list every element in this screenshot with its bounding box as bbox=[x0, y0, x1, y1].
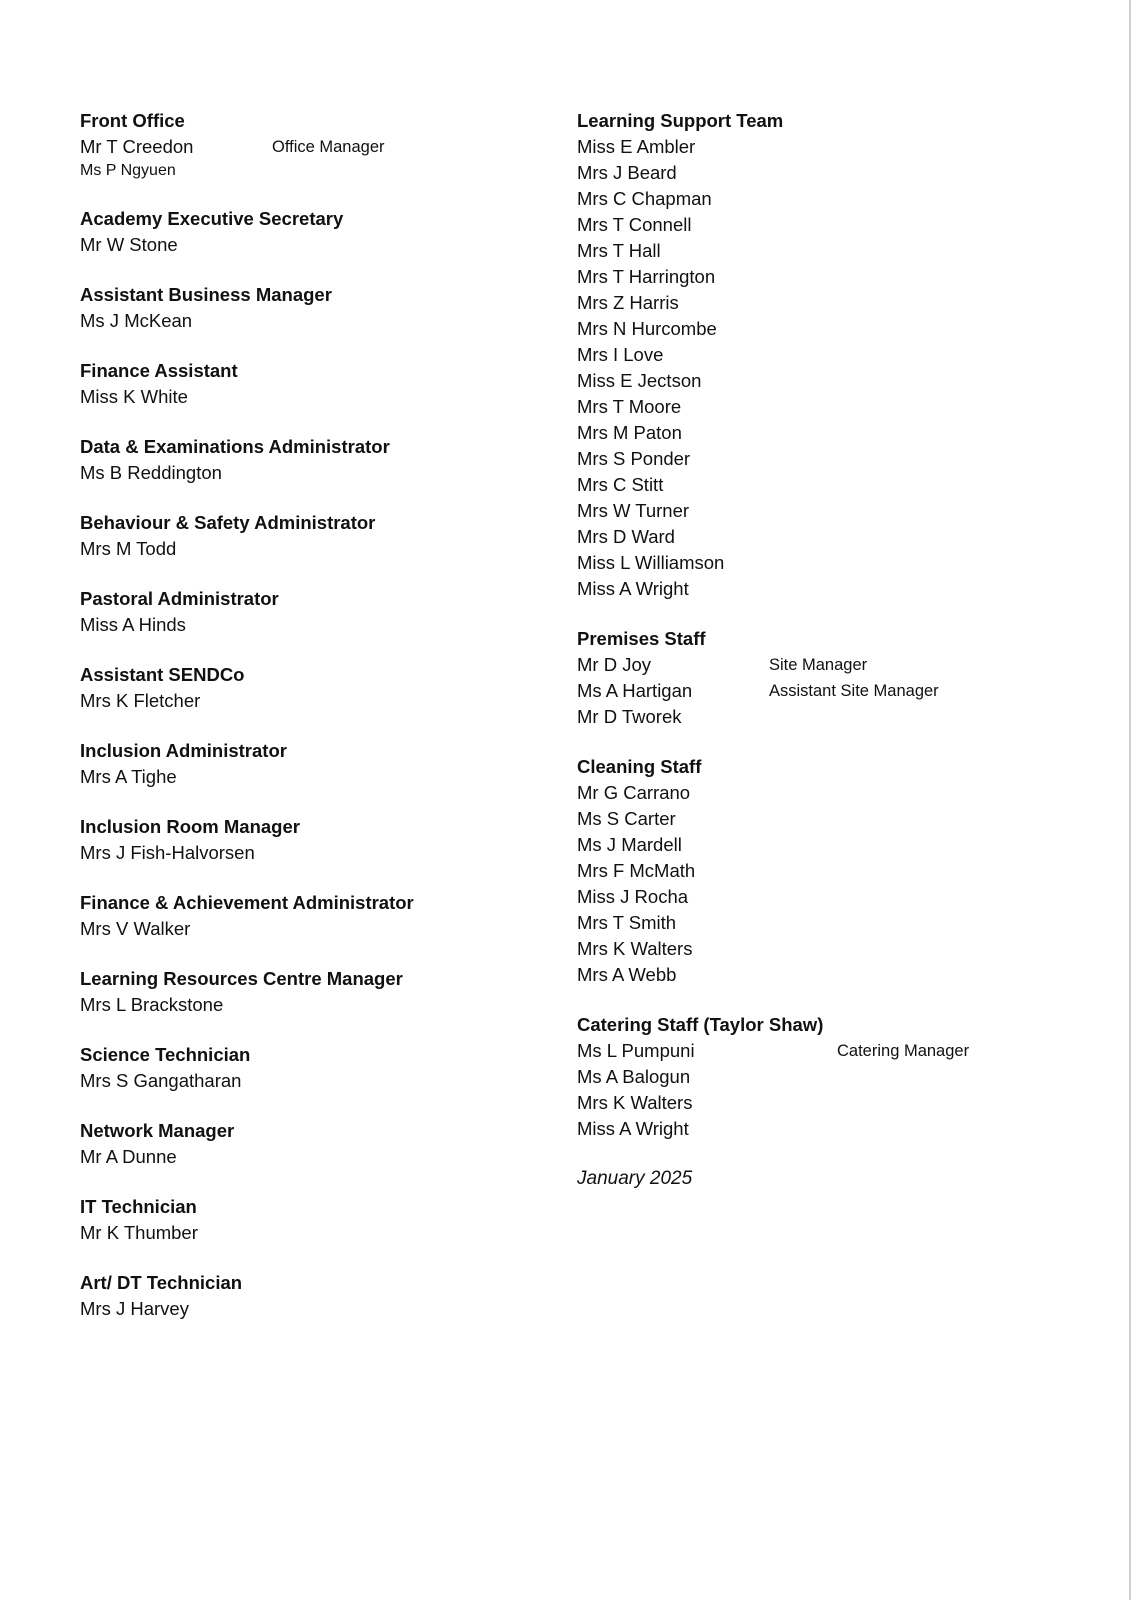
staff-row bbox=[577, 936, 1097, 962]
staff-row bbox=[577, 212, 1097, 238]
right-column bbox=[577, 108, 1097, 1192]
staff-name: Mr K Thumber bbox=[80, 1222, 198, 1243]
staff-name: Mrs S Ponder bbox=[577, 448, 691, 469]
staff-name: Ms A Balogun bbox=[577, 1066, 691, 1087]
staff-row bbox=[577, 472, 1097, 498]
staff-name: Mrs M Todd bbox=[80, 538, 177, 559]
staff-name: Mrs J Fish-Halvorsen bbox=[80, 842, 255, 863]
staff-row bbox=[577, 550, 1097, 576]
staff-role: Assistant Site Manager bbox=[769, 682, 939, 700]
staff-row bbox=[80, 1144, 550, 1170]
section-heading: Finance & Achievement Administrator bbox=[80, 892, 414, 913]
section-catering-staff-taylor-shaw bbox=[577, 1012, 1097, 1142]
section-heading: Academy Executive Secretary bbox=[80, 208, 344, 229]
staff-name: Miss A Wright bbox=[577, 578, 689, 599]
staff-row bbox=[577, 160, 1097, 186]
section-academy-executive-secretary bbox=[80, 206, 550, 258]
section-heading: Science Technician bbox=[80, 1044, 251, 1065]
staff-name: Mr D Tworek bbox=[577, 706, 682, 727]
section-heading: Learning Resources Centre Manager bbox=[80, 968, 403, 989]
section-heading: Cleaning Staff bbox=[577, 756, 702, 777]
section-heading: Assistant Business Manager bbox=[80, 284, 332, 305]
staff-name: Miss A Wright bbox=[577, 1118, 689, 1139]
staff-name: Mrs A Webb bbox=[577, 964, 677, 985]
staff-name: Mr W Stone bbox=[80, 234, 178, 255]
staff-row bbox=[577, 394, 1097, 420]
section-science-technician bbox=[80, 1042, 550, 1094]
section-heading: IT Technician bbox=[80, 1196, 197, 1217]
staff-name: Mr D Joy bbox=[577, 654, 651, 675]
section-heading: Finance Assistant bbox=[80, 360, 238, 381]
staff-name: Miss E Jectson bbox=[577, 370, 702, 391]
section-heading: Learning Support Team bbox=[577, 110, 784, 131]
left-column bbox=[80, 108, 550, 1346]
section-behaviour-safety-administrator bbox=[80, 510, 550, 562]
staff-name: Mrs K Fletcher bbox=[80, 690, 201, 711]
staff-name: Mrs C Stitt bbox=[577, 474, 664, 495]
section-inclusion-room-manager bbox=[80, 814, 550, 866]
staff-row bbox=[80, 1068, 550, 1094]
staff-row bbox=[80, 536, 550, 562]
staff-name: Ms S Carter bbox=[577, 808, 676, 829]
staff-row bbox=[577, 962, 1097, 988]
staff-name: Mrs Z Harris bbox=[577, 292, 679, 313]
staff-row bbox=[577, 806, 1097, 832]
staff-name: Ms A Hartigan bbox=[577, 680, 693, 701]
staff-name: Mr T Creedon bbox=[80, 136, 194, 157]
staff-row bbox=[577, 238, 1097, 264]
staff-row bbox=[577, 704, 1097, 730]
section-pastoral-administrator bbox=[80, 586, 550, 638]
section-premises-staff bbox=[577, 626, 1097, 730]
section-finance-assistant bbox=[80, 358, 550, 410]
staff-row bbox=[577, 780, 1097, 806]
staff-row bbox=[577, 858, 1097, 884]
staff-role: Office Manager bbox=[272, 138, 385, 156]
staff-name: Mrs S Gangatharan bbox=[80, 1070, 242, 1091]
staff-name: Mrs F McMath bbox=[577, 860, 696, 881]
staff-row bbox=[80, 160, 550, 182]
staff-row bbox=[577, 498, 1097, 524]
staff-name: Mrs T Harrington bbox=[577, 266, 716, 287]
staff-row bbox=[577, 290, 1097, 316]
section-heading: Premises Staff bbox=[577, 628, 706, 649]
staff-row bbox=[80, 384, 550, 410]
section-network-manager bbox=[80, 1118, 550, 1170]
staff-name: Mrs K Walters bbox=[577, 938, 693, 959]
staff-row bbox=[577, 420, 1097, 446]
staff-row bbox=[577, 576, 1097, 602]
staff-row bbox=[577, 446, 1097, 472]
staff-name: Miss K White bbox=[80, 386, 188, 407]
section-it-technician bbox=[80, 1194, 550, 1246]
section-heading: Data & Examinations Administrator bbox=[80, 436, 390, 457]
section-heading: Front Office bbox=[80, 110, 185, 131]
staff-row bbox=[80, 232, 550, 258]
staff-name: Ms J McKean bbox=[80, 310, 193, 331]
staff-name: Miss J Rocha bbox=[577, 886, 689, 907]
section-heading: Catering Staff (Taylor Shaw) bbox=[577, 1014, 824, 1035]
staff-name: Mrs T Moore bbox=[577, 396, 682, 417]
section-finance-achievement-administrator bbox=[80, 890, 550, 942]
staff-row bbox=[80, 460, 550, 486]
staff-name: Mrs A Tighe bbox=[80, 766, 177, 787]
staff-row bbox=[577, 1090, 1097, 1116]
section-heading: Inclusion Administrator bbox=[80, 740, 287, 761]
staff-name: Mrs T Connell bbox=[577, 214, 692, 235]
staff-name: Mrs K Walters bbox=[577, 1092, 693, 1113]
staff-name: Mr G Carrano bbox=[577, 782, 691, 803]
staff-row bbox=[80, 134, 550, 160]
staff-name: Mrs T Smith bbox=[577, 912, 677, 933]
footer-date: January 2025 bbox=[577, 1168, 693, 1189]
staff-name: Mrs V Walker bbox=[80, 918, 191, 939]
staff-name: Mrs D Ward bbox=[577, 526, 675, 547]
staff-name: Mrs J Harvey bbox=[80, 1298, 189, 1319]
staff-name: Mrs I Love bbox=[577, 344, 664, 365]
staff-row bbox=[80, 1220, 550, 1246]
staff-row bbox=[80, 840, 550, 866]
staff-row bbox=[577, 832, 1097, 858]
staff-name: Mrs M Paton bbox=[577, 422, 682, 443]
staff-row bbox=[80, 612, 550, 638]
staff-name: Ms P Ngyuen bbox=[80, 162, 176, 179]
section-data-examinations-administrator bbox=[80, 434, 550, 486]
staff-name: Miss L Williamson bbox=[577, 552, 725, 573]
staff-row bbox=[80, 764, 550, 790]
staff-name: Mrs J Beard bbox=[577, 162, 677, 183]
staff-row bbox=[577, 1116, 1097, 1142]
section-heading: Pastoral Administrator bbox=[80, 588, 279, 609]
staff-row bbox=[80, 1296, 550, 1322]
section-art-dt-technician bbox=[80, 1270, 550, 1322]
section-inclusion-administrator bbox=[80, 738, 550, 790]
staff-row bbox=[80, 308, 550, 334]
staff-row bbox=[577, 678, 1097, 704]
staff-name: Mrs T Hall bbox=[577, 240, 661, 261]
staff-row bbox=[577, 264, 1097, 290]
staff-row bbox=[80, 916, 550, 942]
staff-name: Mr A Dunne bbox=[80, 1146, 177, 1167]
staff-row bbox=[577, 342, 1097, 368]
staff-row bbox=[577, 186, 1097, 212]
staff-row bbox=[577, 368, 1097, 394]
section-front-office bbox=[80, 108, 550, 182]
staff-row bbox=[577, 884, 1097, 910]
staff-role: Site Manager bbox=[769, 656, 868, 674]
section-heading: Assistant SENDCo bbox=[80, 664, 245, 685]
section-assistant-business-manager bbox=[80, 282, 550, 334]
section-learning-support-team bbox=[577, 108, 1097, 602]
staff-row bbox=[80, 992, 550, 1018]
section-heading: Art/ DT Technician bbox=[80, 1272, 243, 1293]
staff-role: Catering Manager bbox=[837, 1042, 970, 1060]
staff-name: Mrs C Chapman bbox=[577, 188, 712, 209]
staff-name: Ms L Pumpuni bbox=[577, 1040, 695, 1061]
staff-name: Miss A Hinds bbox=[80, 614, 186, 635]
staff-row bbox=[577, 316, 1097, 342]
staff-name: Miss E Ambler bbox=[577, 136, 696, 157]
staff-row bbox=[577, 910, 1097, 936]
staff-name: Ms J Mardell bbox=[577, 834, 682, 855]
section-heading: Inclusion Room Manager bbox=[80, 816, 300, 837]
staff-name: Mrs N Hurcombe bbox=[577, 318, 717, 339]
section-cleaning-staff bbox=[577, 754, 1097, 988]
staff-name: Mrs L Brackstone bbox=[80, 994, 224, 1015]
staff-name: Ms B Reddington bbox=[80, 462, 222, 483]
staff-row bbox=[577, 652, 1097, 678]
staff-name: Mrs W Turner bbox=[577, 500, 690, 521]
section-heading: Behaviour & Safety Administrator bbox=[80, 512, 376, 533]
staff-row bbox=[577, 1064, 1097, 1090]
staff-row bbox=[577, 524, 1097, 550]
section-heading: Network Manager bbox=[80, 1120, 235, 1141]
staff-row bbox=[577, 134, 1097, 160]
section-learning-resources-centre-manager bbox=[80, 966, 550, 1018]
staff-row bbox=[577, 1038, 1097, 1064]
staff-row bbox=[80, 688, 550, 714]
section-assistant-sendco bbox=[80, 662, 550, 714]
